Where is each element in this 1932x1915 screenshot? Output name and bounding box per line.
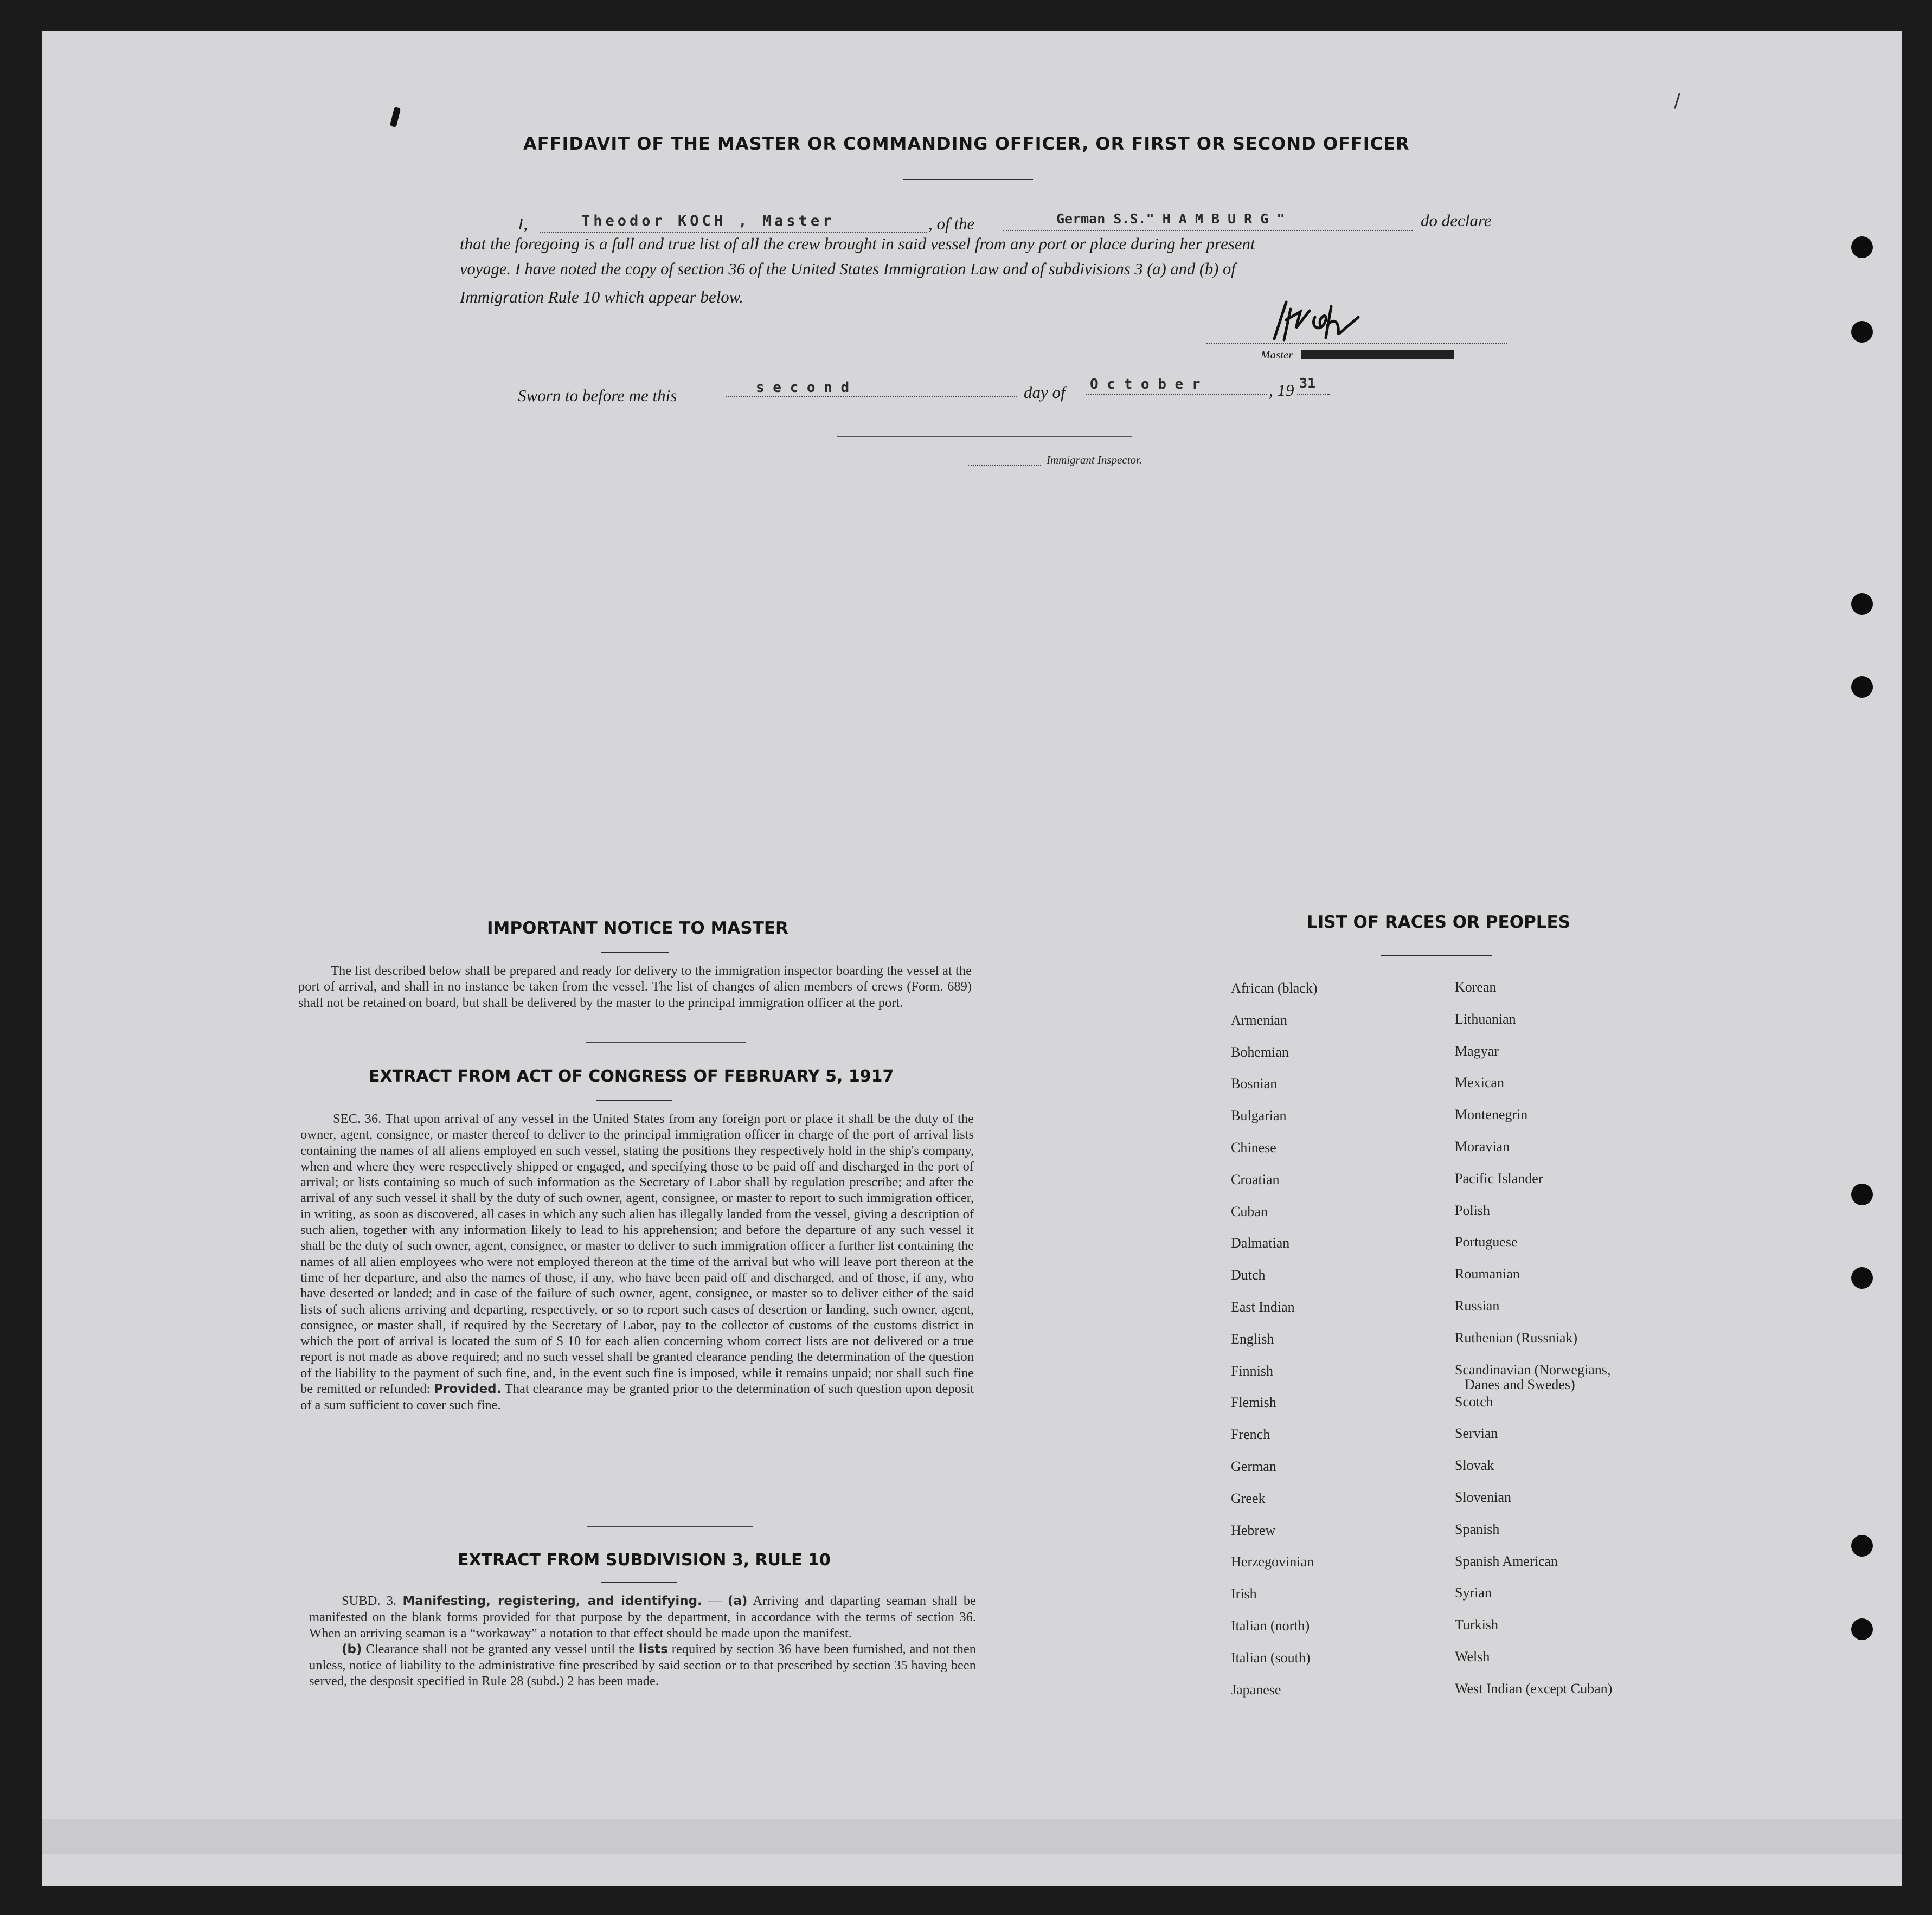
race-item: West Indian (except Cuban) bbox=[1455, 1680, 1613, 1696]
master-signature bbox=[1258, 295, 1421, 350]
race-item: Herzegovinian bbox=[1231, 1554, 1314, 1570]
subd-dash: — bbox=[702, 1593, 728, 1608]
race-item: Irish bbox=[1231, 1586, 1257, 1602]
race-item: Dalmatian bbox=[1231, 1235, 1290, 1251]
subd-b-text-1: Clearance shall not be granted any vessel until the bbox=[365, 1641, 635, 1656]
inspector-signature-line bbox=[837, 436, 1132, 437]
do-declare-label: do declare bbox=[1421, 211, 1492, 230]
act-text-end: That clearance may be granted prior to the determination of such question upon deposit of a sum sufficient to cover such fine. bbox=[300, 1381, 974, 1413]
subd-prefix: SUBD. 3. bbox=[342, 1593, 397, 1608]
sworn-day-line bbox=[726, 396, 1017, 397]
subd-b-label: (b) bbox=[342, 1642, 362, 1656]
year-suffix: 31 bbox=[1299, 375, 1316, 391]
race-item: Hebrew bbox=[1231, 1522, 1276, 1538]
vessel-line bbox=[1003, 230, 1413, 231]
binder-hole bbox=[1851, 1535, 1873, 1557]
race-item: French bbox=[1231, 1426, 1270, 1443]
sworn-label: Sworn to before me this bbox=[518, 386, 677, 405]
race-item: German bbox=[1231, 1458, 1276, 1474]
race-item: Italian (north) bbox=[1231, 1618, 1310, 1634]
race-item: Magyar bbox=[1455, 1043, 1499, 1059]
struck-out-text bbox=[1301, 350, 1454, 359]
provided-label: Provided. bbox=[434, 1382, 502, 1397]
race-item: Korean bbox=[1455, 979, 1497, 995]
race-item: Mexican bbox=[1455, 1075, 1504, 1091]
page-bottom-band bbox=[42, 1819, 1902, 1854]
race-item: Spanish American bbox=[1455, 1553, 1558, 1569]
binder-hole bbox=[1851, 1618, 1873, 1640]
race-item: Flemish bbox=[1231, 1395, 1276, 1411]
race-item: Dutch bbox=[1231, 1267, 1266, 1283]
rule-title: EXTRACT FROM SUBDIVISION 3, RULE 10 bbox=[458, 1551, 831, 1570]
race-item: Scotch bbox=[1455, 1393, 1493, 1410]
race-item: Finnish bbox=[1231, 1363, 1274, 1379]
binder-hole bbox=[1851, 321, 1873, 343]
race-item: Portuguese bbox=[1455, 1234, 1518, 1250]
inspector-label: Immigrant Inspector. bbox=[1047, 453, 1142, 466]
notice-title-rule bbox=[601, 952, 669, 953]
race-item: Chinese bbox=[1231, 1140, 1276, 1155]
race-item: East Indian bbox=[1231, 1299, 1295, 1315]
master-label: Master bbox=[1261, 348, 1293, 361]
subd-heading: Manifesting, registering, and identifying. bbox=[402, 1594, 702, 1608]
race-item: African (black) bbox=[1231, 980, 1318, 996]
year-prefix: , 19 bbox=[1269, 381, 1294, 400]
notice-text-block bbox=[298, 963, 972, 1011]
race-item: Slovak bbox=[1455, 1457, 1494, 1474]
race-item: Cuban bbox=[1231, 1203, 1268, 1219]
race-item: Bosnian bbox=[1231, 1076, 1278, 1092]
rule-text-block bbox=[309, 1593, 976, 1689]
act-text: SEC. 36. That upon arrival of any vessel in the United States from any foreign port or place it shall be the duty of the owner, agent, consignee, or master thereof to deliver to the principal immigration officer in charge of the port of arrival lists containing the names of all aliens employed en such vessel, stating the positions they respectively hold in the ship's company, when and where they were respectively shipped or engaged, and specifying those to be paid off and discharged in the port of arrival; or lists containing so much of such information as the Secretary of Labor shall by regulation prescribe; and after the arrival of any such vessel it shall by the duty of such owner, agent, consignee, or master to report to such immigration officer, in writing, as soon as discovered, all cases in which any such alien has illegally landed from the vessel, giving a description of such alien, together with any information likely to lead to his apprehension; and before the departure of any such vessel it shall be the duty of such owner, agent, consignee, or master to deliver to such immigration officer a further list containing the names of all alien employees who were not employed thereon at the time of the arrival but who will leave port thereon at the time of her departure, and also the names of those, if any, who have been paid off and discharged, and of those, if any, who have deserted or landed; and in case of the failure of such owner, agent, consignee, or master so to deliver either of the said lists of such aliens arriving and departing, respectively, or so to report such cases of desertion or landing, such owner, agent, consignee, or master shall, if required by the Secretary of Labor, pay to the collector of customs of the customs district in which the port of arrival is located the sum of $ 10 for each alien concerning whom correct lists are not delivered or a true report is not made as above required; and no such vessel shall be granted clearance pending the determination of the question of the liability to the payment of such fine, and, in the event such fine is imposed, while it remains unpaid; nor shall such fine be remitted or refunded: bbox=[300, 1111, 974, 1397]
race-item: Servian bbox=[1455, 1425, 1498, 1442]
act-separator bbox=[587, 1526, 753, 1527]
binder-hole bbox=[1851, 593, 1873, 615]
race-item: Croatian bbox=[1231, 1171, 1280, 1187]
binder-hole bbox=[1851, 676, 1873, 698]
master-name-value: Theodor KOCH , Master bbox=[581, 213, 835, 229]
race-item: Slovenian bbox=[1455, 1489, 1511, 1505]
race-item: Japanese bbox=[1231, 1681, 1281, 1698]
race-item: Bulgarian bbox=[1231, 1108, 1287, 1124]
subd-b-bold: lists bbox=[638, 1642, 668, 1656]
sworn-day-value: s e c o n d bbox=[756, 380, 850, 396]
act-title: EXTRACT FROM ACT OF CONGRESS OF FEBRUARY 5, 1917 bbox=[369, 1067, 894, 1086]
subd-a-label: (a) bbox=[727, 1594, 748, 1608]
master-name-line bbox=[540, 232, 927, 233]
notice-separator bbox=[586, 1042, 746, 1043]
race-item: Pacific Islander bbox=[1455, 1170, 1543, 1186]
race-item: Bohemian bbox=[1231, 1044, 1289, 1060]
sworn-month-value: O c t o b e r bbox=[1090, 376, 1201, 393]
race-item: Montenegrin bbox=[1455, 1107, 1528, 1123]
race-item: Russian bbox=[1455, 1298, 1500, 1314]
act-title-rule bbox=[596, 1100, 672, 1101]
sworn-month-line bbox=[1086, 394, 1267, 395]
vessel-name-value: German S.S." H A M B U R G " bbox=[1056, 211, 1285, 227]
race-item: Syrian bbox=[1455, 1585, 1492, 1601]
rule-title-rule bbox=[601, 1582, 677, 1583]
races-title-rule bbox=[1381, 955, 1492, 956]
race-item: Turkish bbox=[1455, 1617, 1498, 1633]
affidavit-title: AFFIDAVIT OF THE MASTER OR COMMANDING OFFICER, OR FIRST OR SECOND OFFICER bbox=[523, 133, 1410, 154]
subd-b-text-2: required by section 36 have been furnished, and not then unless, notice of liability to the administrative fine prescribed by said section or to that prescribed by section 35 having been served, the desposit specified in Rule 28 (subd.) 2 has been made. bbox=[309, 1641, 977, 1689]
notice-title: IMPORTANT NOTICE TO MASTER bbox=[487, 918, 788, 938]
race-item: Armenian bbox=[1231, 1012, 1287, 1028]
act-text-block bbox=[300, 1111, 974, 1413]
binder-hole bbox=[1851, 1184, 1873, 1205]
race-item: Spanish bbox=[1455, 1521, 1500, 1537]
affidavit-line-3: voyage. I have noted the copy of section 36 of the United States Immigration Law and of subdivisions 3 (a) and (b) of bbox=[460, 260, 1236, 278]
binder-hole bbox=[1851, 236, 1873, 258]
race-item: Danes and Swedes) bbox=[1465, 1376, 1575, 1392]
race-item: Greek bbox=[1231, 1490, 1266, 1506]
title-rule bbox=[903, 179, 1033, 180]
affidavit-i: I, bbox=[518, 214, 528, 233]
of-the-label: , of the bbox=[928, 214, 975, 233]
binder-hole bbox=[1851, 1267, 1873, 1289]
race-item: Scandinavian (Norwegians, bbox=[1455, 1361, 1611, 1378]
race-item: Ruthenian (Russniak) bbox=[1455, 1329, 1578, 1346]
year-line bbox=[1297, 394, 1330, 395]
race-item: Polish bbox=[1455, 1202, 1491, 1218]
signature-line bbox=[1206, 343, 1507, 344]
affidavit-line-4: Immigration Rule 10 which appear below. bbox=[460, 287, 743, 306]
race-item: Moravian bbox=[1455, 1139, 1510, 1154]
corner-mark: / bbox=[1674, 89, 1681, 112]
race-item: Italian (south) bbox=[1231, 1649, 1311, 1666]
notice-text: The list described below shall be prepared and ready for delivery to the immigration inspector boarding the vessel at the port of arrival, and shall in no instance be taken from the vessel. The list of changes of alien members of crews (Form. 689) shall not be retained on board, but shall be delivered by the master to the principal immigration officer at the port. bbox=[298, 963, 972, 1010]
affidavit-line-2: that the foregoing is a full and true list of all the crew brought in said vessel from any port or place during her present bbox=[460, 234, 1255, 253]
day-of-label: day of bbox=[1024, 383, 1066, 402]
races-title: LIST OF RACES OR PEOPLES bbox=[1307, 912, 1571, 932]
inspector-dots bbox=[968, 465, 1041, 466]
subd-a-text: Arriving and daparting seaman shall be manifested on the blank forms provided for that purpose by the department, in accordance with the terms of section 36. When an arriving seaman is a “workaway” a notation to that effect should be made upon the manifest. bbox=[309, 1593, 976, 1641]
race-item: Roumanian bbox=[1455, 1266, 1520, 1282]
race-item: English bbox=[1231, 1331, 1274, 1347]
race-item: Welsh bbox=[1455, 1649, 1490, 1665]
race-item: Lithuanian bbox=[1455, 1011, 1516, 1027]
